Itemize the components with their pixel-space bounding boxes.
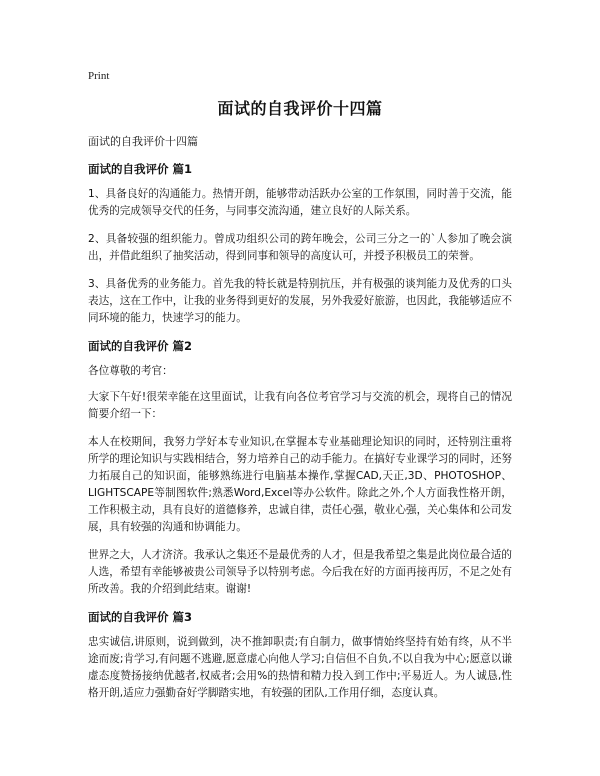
section-2-paragraph-1: 各位尊敬的考官：	[88, 365, 173, 377]
document-title: 面试的自我评价十四篇	[217, 99, 383, 118]
document-subtitle: 面试的自我评价十四篇	[88, 135, 198, 148]
section-2-paragraph-2: 大家下午好!很荣幸能在这里面试，让我有向各位考官学习与交流的机会，现将自己的情况简要介绍一下：	[88, 391, 512, 420]
section-1-paragraph-3: 3、具备优秀的业务能力。首先我的特长就是特别抗压，并有极强的谈判能力及优秀的口头表达，这在工作中，让我的业务得到更好的发展，另外我爱好旅游，也因此，我能够适应不同环境的能力，快速学习的能力。	[88, 278, 512, 324]
section-2-paragraph-3: 本人在校期间，我努力学好本专业知识,在掌握本专业基础理论知识的同时，还特别注重将所学的理论知识与实践相结合，努力培养自己的动手能力。在搞好专业课学习的同时，还努力拓展自己的知识面，能够熟练进行电脑基本操作,掌握CAD,天正,3D、PHOTOSHOP、LIGHTSCAPE等制图软件;熟悉Word,Excel等办公软件。除此之外,个人方面我性格开朗，工作积极主动，具有良好的道德修养，忠诚自律，责任心强，敬业心强，关心集体和公司发展，具有较强的沟通和协调能力。	[88, 436, 512, 533]
section-heading-1: 面试的自我评价 篇1	[88, 162, 193, 176]
section-1-paragraph-2: 2、具备较强的组织能力。曾成功组织公司的跨年晚会，公司三分之一的`人参加了晚会演出，并借此组织了抽奖活动，得到同事和领导的高度认可，并授予积极员工的荣誉。	[88, 233, 512, 262]
section-2-paragraph-4: 世界之大，人才济济。我承认之集还不是最优秀的人才，但是我希望之集是此岗位最合适的人选，希望有幸能够被贵公司领导予以特别考虑。今后我在好的方面再接再厉，不足之处有所改善。我的介绍到此结束。谢谢!	[88, 549, 512, 595]
section-3-paragraph-1: 忠实诚信,讲原则，说到做到，决不推卸职责;有自制力，做事情始终坚持有始有终，从不半途而废;肯学习,有问题不逃避,愿意虚心向他人学习;自信但不自负,不以自我为中心;愿意以谦虚态度赞扬接纳优越者,权威者;会用%的热情和精力投入到工作中;平易近人。为人诚恳,性格开朗,适应力强勤奋好学脚踏实地，有较强的团队,工作用仔细，态度认真。	[88, 636, 512, 699]
section-1-paragraph-1: 1、具备良好的沟通能力。热情开朗，能够带动活跃办公室的工作氛围，同时善于交流，能优秀的完成领导交代的任务，与同事交流沟通，建立良好的人际关系。	[88, 188, 512, 217]
print-label: Print	[88, 70, 110, 82]
section-heading-3: 面试的自我评价 篇3	[88, 610, 193, 624]
section-heading-2: 面试的自我评价 篇2	[88, 339, 193, 353]
